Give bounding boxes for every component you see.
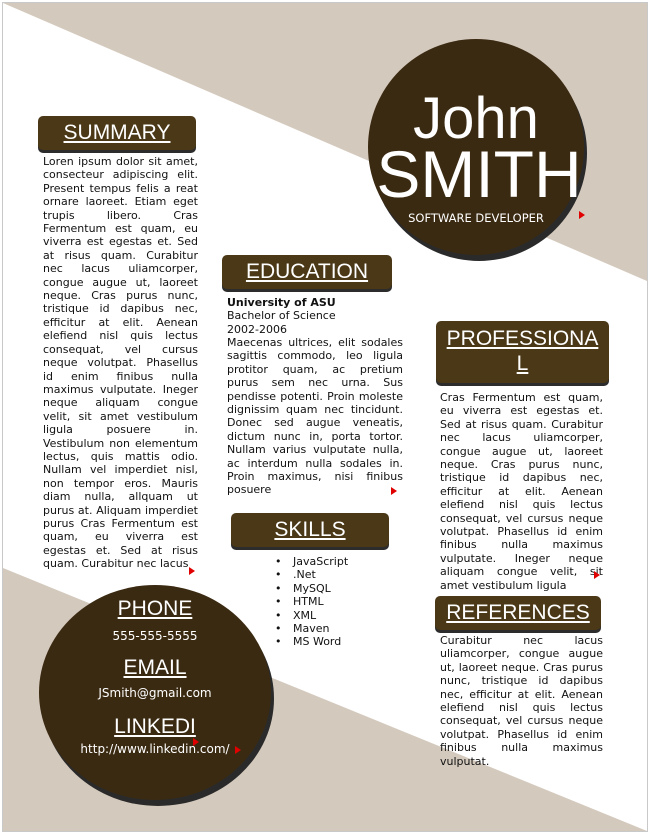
overflow-marker-icon [579, 211, 585, 219]
last-name: SMITH [376, 137, 582, 211]
summary-heading: SUMMARY [38, 116, 196, 150]
skill-item: • Maven [293, 622, 413, 635]
skills-heading: SKILLS [231, 513, 389, 547]
contact-circle [39, 585, 271, 800]
references-text: Curabitur nec lacus uliamcorper, congue augue ut, laoreet neque. Cras purus nunc, tristique id dapibus nec, efficitur at elit. Aenean elefiend nisl quis lectus consequat, vel cursus neque volutpat. Phasellus id enim finibus nulla maximus vulputat. [440, 634, 603, 768]
professional-heading [436, 321, 609, 383]
phone-value: 555-555-5555 [112, 629, 198, 643]
skill-item: • MS Word [293, 635, 413, 648]
skill-item: • JavaScript [293, 555, 413, 568]
email-value: JSmith@gmail.com [98, 686, 212, 700]
email-heading: EMAIL [123, 656, 187, 679]
overflow-marker-icon [193, 738, 199, 746]
education-text: Maecenas ultrices, elit sodales sagittis commodo, leo ligula protitor quam, ac pretium purus sem nec urna. Sus pendisse potenti. Proin moleste dignissim quam nec tincidunt. Donec sed augue veneatis, dictum nunc in, porta tortor. Nullam varius vulputate nulla, ac interdum nulla sodales in. Proin maximus, nisi finibus posuere [227, 336, 403, 497]
first-name: John [413, 86, 539, 151]
skill-item: • MySQL [293, 582, 413, 595]
education-school: University of ASU [227, 296, 336, 309]
summary-text: Loren ipsum dolor sit amet, consecteur adipiscing elit. Present tempus felis a reat ornare laoreet. Etiam eget trupis libero. Cras Fermentum est quam, eu viverra est egestas et. Sed at risus quam. Curabitur nec lacus uliamcorper, congue augue ut, laoreet neque. Cras purus nunc, tristique id dapibus nec, efficitur at elit. Aenean elefiend nisl quis lectus consequat, vel cursus neque volutpat. Phasellus id enim finibus nulla maximus vulputate. Ineger neque aliquam congue velit, sit amet vestibulum ligula posuere in. Vestibulum non elementum lectus, quis mattis odio. Nullam vel imperdiet nisl, non tempor eros. Mauris diam nulla, allquam ut purus at. Aliquam imperdiet purus Cras Fermentum est quam, eu viverra est egestas et. Sed at risus quam. Curabitur nec lacus [43, 155, 198, 571]
overflow-marker-icon [235, 746, 241, 754]
resume-page [2, 2, 648, 832]
linkedin-heading: LINKEDI [114, 715, 196, 738]
skill-item: • XML [293, 609, 413, 622]
skills-list [293, 555, 413, 649]
professional-text: Cras Fermentum est quam, eu viverra est egestas et. Sed at risus quam. Curabitur nec lacus uliamcorper, congue augue ut, laoreet neque. Cras purus nunc, tristique id dapibus nec, efficitur at elit. Aenean elefiend nisl quis lectus consequat, vel cursus neque volutpat. Phasellus id enim finibus nulla maximus vulputate. Ineger neque aliquam congue velit, sit amet vestibulum ligula [440, 391, 603, 592]
overflow-marker-icon [189, 567, 195, 575]
phone-heading: PHONE [117, 597, 193, 620]
name-circle [368, 39, 584, 255]
overflow-marker-icon [391, 487, 397, 495]
job-title: SOFTWARE DEVELOPER [408, 211, 544, 225]
references-heading: REFERENCES [435, 596, 601, 630]
education-heading: EDUCATION [222, 255, 392, 289]
education-degree: Bachelor of Science [227, 309, 336, 322]
skill-item: • HTML [293, 595, 413, 608]
overflow-marker-icon [594, 571, 600, 579]
skill-item: • .Net [293, 568, 413, 581]
linkedin-value[interactable]: http://www.linkedin.com/ [80, 742, 230, 756]
education-years: 2002-2006 [227, 323, 287, 336]
professional-heading-text: PROFESSIONAL [446, 327, 599, 375]
